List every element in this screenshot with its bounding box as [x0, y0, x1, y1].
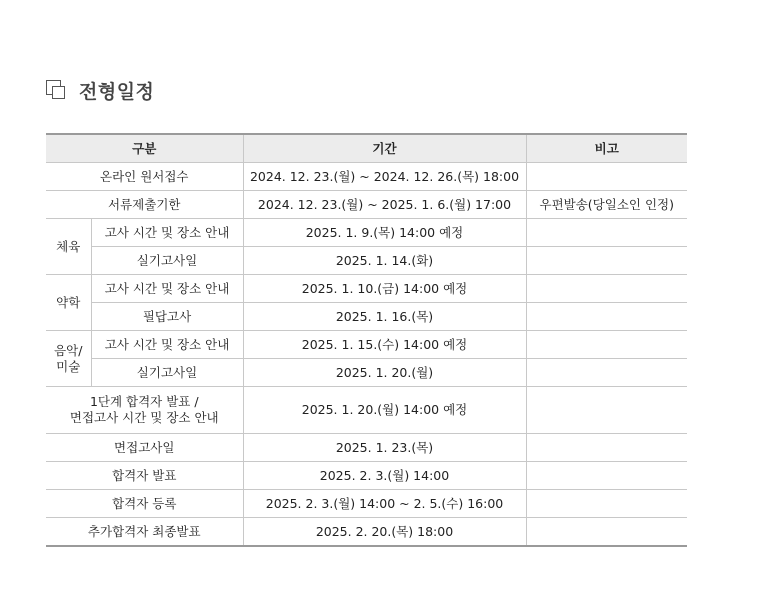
stacked-squares-icon [46, 80, 66, 100]
row-note [526, 387, 687, 434]
header-note: 비고 [526, 134, 687, 163]
row-label: 온라인 원서접수 [46, 163, 243, 191]
row-note [526, 434, 687, 462]
group-label-arts-line1: 음악/ [54, 342, 83, 358]
row-note [526, 331, 687, 359]
row-period: 2025. 1. 14.(화) [243, 247, 526, 275]
row-period: 2025. 1. 20.(월) [243, 359, 526, 387]
row-note [526, 490, 687, 518]
row-period: 2025. 1. 16.(목) [243, 303, 526, 331]
row-note [526, 163, 687, 191]
table-row [46, 219, 687, 247]
row-label: 고사 시간 및 장소 안내 [91, 275, 243, 303]
group-label-arts [46, 331, 91, 387]
row-period: 2025. 2. 20.(목) 18:00 [243, 518, 526, 547]
table-row [46, 490, 687, 518]
row-label: 고사 시간 및 장소 안내 [91, 331, 243, 359]
row-note [526, 219, 687, 247]
row-note [526, 518, 687, 547]
row-period: 2024. 12. 23.(월) ~ 2025. 1. 6.(월) 17:00 [243, 191, 526, 219]
table-row [46, 518, 687, 547]
row-period: 2024. 12. 23.(월) ~ 2024. 12. 26.(목) 18:00 [243, 163, 526, 191]
row-note [526, 303, 687, 331]
section-title: 전형일정 [79, 80, 155, 103]
table-row [46, 434, 687, 462]
table-row [46, 331, 687, 359]
row-period: 2025. 2. 3.(월) 14:00 [243, 462, 526, 490]
group-label-pharmacy: 약학 [46, 275, 91, 331]
row-label: 실기고사일 [91, 247, 243, 275]
row-period: 2025. 1. 23.(목) [243, 434, 526, 462]
table-row [46, 275, 687, 303]
group-label-arts-line2: 미술 [56, 358, 81, 374]
row-label: 서류제출기한 [46, 191, 243, 219]
row-period: 2025. 1. 15.(수) 14:00 예정 [243, 331, 526, 359]
row-label: 합격자 발표 [46, 462, 243, 490]
row-label: 실기고사일 [91, 359, 243, 387]
header-period: 기간 [243, 134, 526, 163]
row-note [526, 275, 687, 303]
row-label: 합격자 등록 [46, 490, 243, 518]
row-note [526, 462, 687, 490]
table-row [46, 462, 687, 490]
row-period: 2025. 1. 20.(월) 14:00 예정 [243, 387, 526, 434]
table-row [46, 387, 687, 434]
admission-schedule-table [46, 133, 687, 547]
row-label-line2: 면접고사 시간 및 장소 안내 [69, 410, 219, 425]
row-label: 필답고사 [91, 303, 243, 331]
row-label [46, 387, 243, 434]
header-category: 구분 [46, 134, 243, 163]
row-label: 면접고사일 [46, 434, 243, 462]
table-row [46, 191, 687, 219]
table-header-row [46, 134, 687, 163]
row-note: 우편발송(당일소인 인정) [526, 191, 687, 219]
row-label: 고사 시간 및 장소 안내 [91, 219, 243, 247]
table-row [46, 303, 687, 331]
row-note [526, 359, 687, 387]
row-label-line1: 1단계 합격자 발표 / [89, 394, 199, 409]
section-heading [46, 76, 154, 104]
table-row [46, 359, 687, 387]
row-label: 추가합격자 최종발표 [46, 518, 243, 547]
row-period: 2025. 1. 9.(목) 14:00 예정 [243, 219, 526, 247]
row-period: 2025. 2. 3.(월) 14:00 ~ 2. 5.(수) 16:00 [243, 490, 526, 518]
group-label-pe: 체육 [46, 219, 91, 275]
row-period: 2025. 1. 10.(금) 14:00 예정 [243, 275, 526, 303]
table-row [46, 163, 687, 191]
row-note [526, 247, 687, 275]
table-row [46, 247, 687, 275]
